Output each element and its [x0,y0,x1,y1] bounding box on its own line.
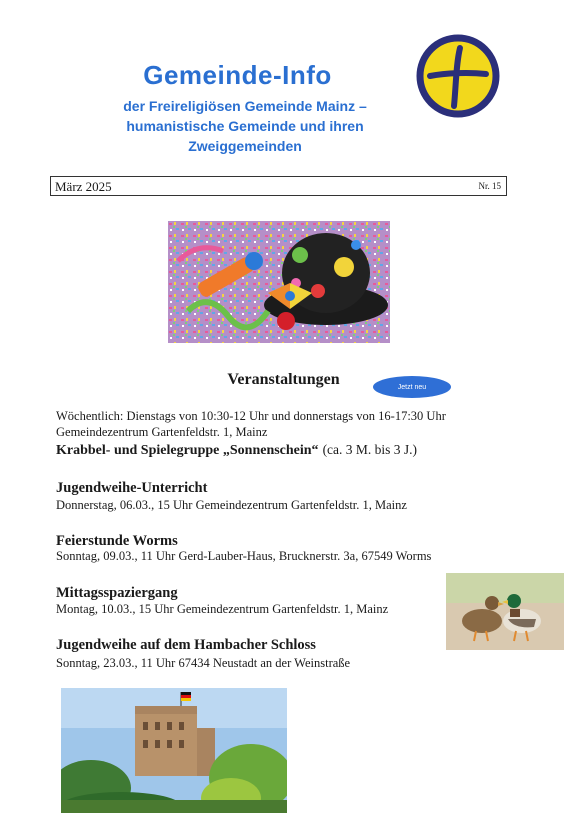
weekly-group-name: Krabbel- und Spielegruppe „Sonnenschein“ [56,443,319,458]
issue-number: Nr. 15 [478,181,501,191]
carnival-photo [168,221,390,343]
weekly-group [56,441,417,459]
event-title: Jugendweihe-Unterricht [56,480,208,496]
section-heading: Veranstaltungen [227,371,340,388]
event-detail: Sonntag, 09.03., 11 Uhr Gerd-Lauber-Haus, Brucknerstr. 3a, 67549 Worms [56,549,432,563]
ducks-photo [446,573,564,650]
issue-date: März 2025 [55,179,112,194]
issue-bar [50,176,507,196]
event-detail: Donnerstag, 06.03., 15 Uhr Gemeindezentrum Gartenfeldstr. 1, Mainz [56,498,407,512]
subtitle-line: Zweiggemeinden [188,138,302,154]
page-subtitle [60,96,430,156]
event-title: Mittagsspaziergang [56,585,178,601]
event-detail: Montag, 10.03., 15 Uhr Gemeindezentrum Gartenfeldstr. 1, Mainz [56,602,389,616]
subtitle-line: humanistische Gemeinde und ihren [126,118,364,134]
weekly-group-age: (ca. 3 M. bis 3 J.) [322,442,418,457]
weekly-location: Gemeindezentrum Gartenfeldstr. 1, Mainz [56,425,268,439]
event-title: Feierstunde Worms [56,533,178,549]
event-title: Jugendweihe auf dem Hambacher Schloss [56,637,316,653]
event-detail: Sonntag, 23.03., 11 Uhr 67434 Neustadt an der Weinstraße [56,656,351,670]
community-logo-icon [416,34,500,118]
new-badge: Jetzt neu [373,376,451,398]
hambach-castle-photo [61,688,287,813]
weekly-schedule: Wöchentlich: Dienstags von 10:30-12 Uhr und donnerstags von 16-17:30 Uhr [56,409,446,423]
subtitle-line: der Freireligiösen Gemeinde Mainz – [123,98,367,114]
page-title: Gemeinde-Info [143,60,332,90]
